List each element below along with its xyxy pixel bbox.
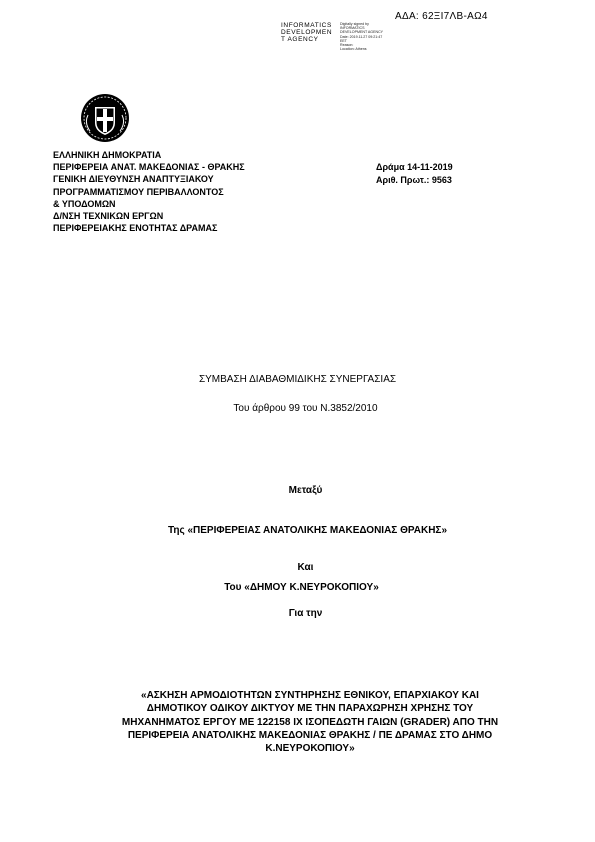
issuer-line: ΠΕΡΙΦΕΡΕΙΑΚΗΣ ΕΝΟΤΗΤΑΣ ΔΡΑΜΑΣ (53, 223, 218, 234)
fine-print-line: Digitally signed by (340, 22, 369, 26)
subject-line: ΜΗΧΑΝΗΜΑΤΟΣ ΕΡΓΟΥ ΜΕ 122158 ΙΧ ΙΣΟΠΕΔΩΤΗ ΓΑΙΩΝ (GRADER) ΑΠΟ ΤΗΝ (121, 716, 499, 728)
issuer-line: ΓΕΝΙΚΗ ΔΙΕΥΘΥΝΣΗ ΑΝΑΠΤΥΞΙΑΚΟΥ (53, 174, 214, 185)
fine-print-line: DEVELOPMENT AGENCY (340, 30, 384, 35)
document-subtitle: Του άρθρου 99 του Ν.3852/2010 (233, 403, 378, 414)
subject-line: ΔΗΜΟΤΙΚΟΥ ΟΔΙΚΟΥ ΔΙΚΤΥΟΥ ΜΕ ΤΗΝ ΠΑΡΑΧΩΡΗΣΗ ΧΡΗΣΗΣ ΤΟΥ (146, 703, 474, 715)
issuer-line: ΠΡΟΓΡΑΜΜΑΤΙΣΜΟΥ ΠΕΡΙΒΑΛΛΟΝΤΟΣ (53, 186, 224, 197)
subject-line: «ΑΣΚΗΣΗ ΑΡΜΟΔΙΟΤΗΤΩΝ ΣΥΝΤΗΡΗΣΗΣ ΕΘΝΙΚΟΥ, ΕΠΑΡΧΙΑΚΟΥ ΚΑΙ (141, 690, 479, 701)
document-date: Δράμα 14-11-2019 (376, 162, 453, 172)
fine-print-line: Location: Athens (340, 47, 367, 52)
stamp-line: T AGENCY (281, 36, 319, 44)
signature-fine-print (340, 22, 400, 51)
issuer-line: Δ/ΝΣΗ ΤΕΧΝΙΚΩΝ ΕΡΓΩΝ (53, 211, 164, 222)
subject-line: Κ.ΝΕΥΡΟΚΟΠΙΟΥ» (265, 743, 355, 755)
for-label: Για την (288, 608, 323, 619)
ada-code: ΑΔΑ: 62ΞΙ7ΛΒ-ΑΩ4 (395, 11, 488, 22)
between-label: Μεταξύ (288, 485, 323, 496)
fine-print-line: EET (340, 38, 347, 43)
contract-subject (90, 689, 530, 755)
document-title: ΣΥΜΒΑΣΗ ΔΙΑΒΑΘΜΙΔΙΚΗΣ ΣΥΝΕΡΓΑΣΙΑΣ (198, 374, 397, 385)
fine-print-line: Reason: (340, 43, 354, 48)
fine-print-line: Date: 2019.11.27 09:21:47 (340, 34, 383, 39)
stamp-line: DEVELOPMEN (281, 29, 333, 37)
issuer-line: & ΥΠΟΔΟΜΩΝ (53, 198, 116, 209)
digital-signature-stamp (281, 22, 332, 44)
protocol-number: Αριθ. Πρωτ.: 9563 (376, 174, 452, 185)
fine-print-line: INFORMATICS (340, 26, 365, 31)
date-protocol-block (376, 161, 453, 186)
stamp-line: INFORMATICS (281, 22, 332, 29)
and-label: Και (297, 562, 314, 573)
second-party: Του «ΔΗΜΟΥ Κ.ΝΕΥΡΟΚΟΠΙΟΥ» (224, 582, 379, 593)
issuer-line: ΕΛΛΗΝΙΚΗ ΔΗΜΟΚΡΑΤΙΑ (53, 150, 162, 160)
first-party: Της «ΠΕΡΙΦΕΡΕΙΑΣ ΑΝΑΤΟΛΙΚΗΣ ΜΑΚΕΔΟΝΙΑΣ ΘΡΑΚΗΣ» (168, 525, 447, 536)
issuer-block (53, 149, 245, 234)
issuer-line: ΠΕΡΙΦΕΡΕΙΑ ΑΝΑΤ. ΜΑΚΕΔΟΝΙΑΣ - ΘΡΑΚΗΣ (53, 162, 245, 173)
subject-line: ΠΕΡΙΦΕΡΕΙΑ ΑΝΑΤΟΛΙΚΗΣ ΜΑΚΕΔΟΝΙΑΣ ΘΡΑΚΗΣ / ΠΕ ΔΡΑΜΑΣ ΣΤΟ ΔΗΜΟ (127, 729, 493, 741)
greek-coat-of-arms-icon (80, 93, 130, 143)
